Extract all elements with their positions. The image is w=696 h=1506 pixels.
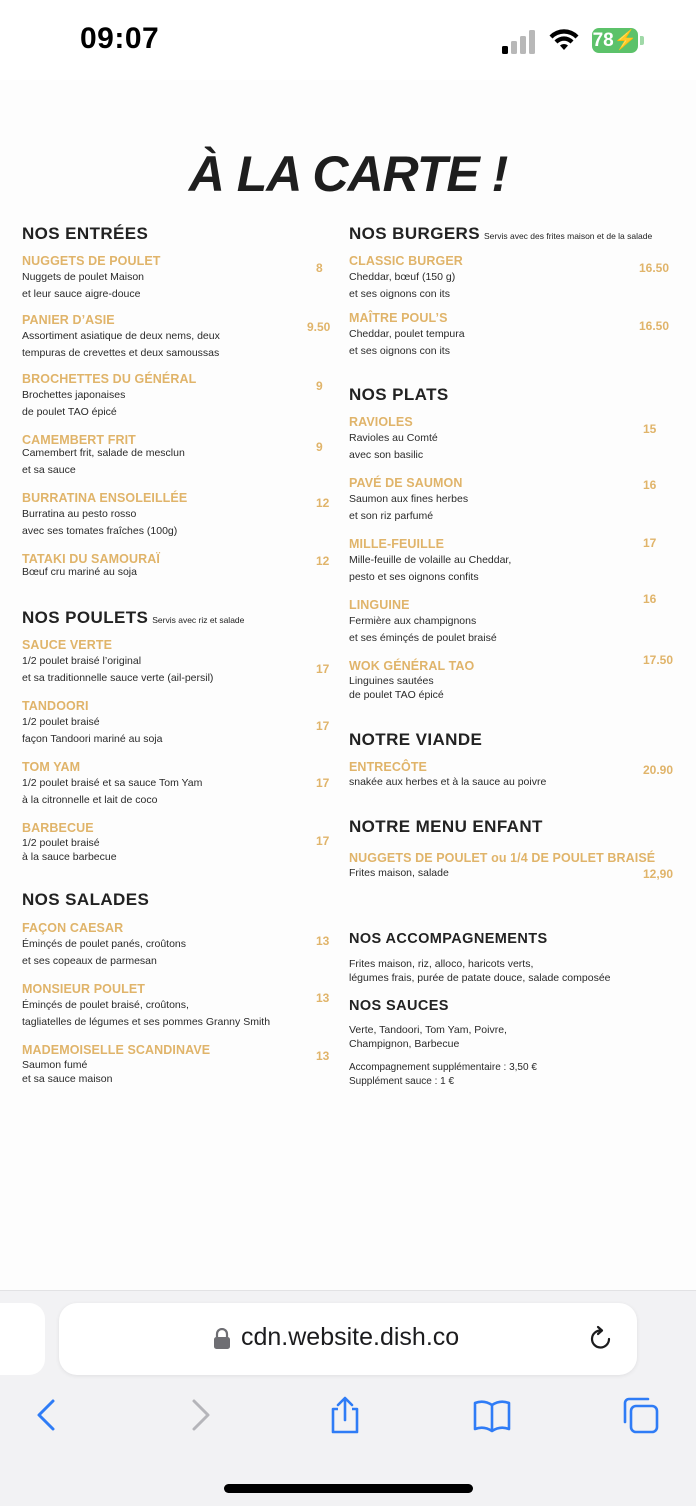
section-salades-title: NOS SALADES <box>22 890 150 909</box>
dish-tom-yam: TOM YAM 1/2 poulet braisé et sa sauce Tom Yam à la citronnelle et lait de coco 17 <box>22 760 330 806</box>
dish-price: 8 <box>316 261 323 275</box>
dish-panier-asie: PANIER D’ASIE Assortiment asiatique de deux nems, deux tempuras de crevettes et deux samoussas 9.50 <box>22 313 331 359</box>
section-plats-title: NOS PLATS <box>349 385 449 404</box>
dish-caesar: FAÇON CAESAR Éminçés de poulet panés, croûtons et ses copeaux de parmesan 13 <box>22 921 330 967</box>
dish-tataki: TATAKI DU SAMOURAÏ Bœuf cru mariné au soja 12 <box>22 552 330 578</box>
dish-entrecote: ENTRECÔTE snakée aux herbes et à la sauce au poivre 20.90 <box>349 760 674 788</box>
supplements-text: Accompagnement supplémentaire : 3,50 € Supplément sauce : 1 € <box>349 1062 537 1087</box>
dish-linguine: LINGUINE Fermière aux champignons et ses éminçés de poulet braisé 16 <box>349 592 657 644</box>
forward-icon[interactable] <box>180 1395 220 1435</box>
status-bar <box>0 0 696 80</box>
dish-barbecue: BARBECUE 1/2 poulet braisé à la sauce barbecue 17 <box>22 821 330 863</box>
dish-price: 13 <box>316 934 330 948</box>
dish-price: 16 <box>643 478 657 492</box>
dish-price: 17 <box>643 536 657 550</box>
dish-classic-burger: CLASSIC BURGER Cheddar, bœuf (150 g) et ses oignons con its 16.50 <box>349 254 670 300</box>
dish-maitre-pouls: MAÎTRE POUL’S Cheddar, poulet tempura et ses oignons con its 16.50 <box>349 311 670 357</box>
dish-mille-feuille: MILLE-FEUILLE Mille-feuille de volaille au Cheddar, pesto et ses oignons confits 17 <box>349 536 657 583</box>
battery-icon: 78⚡ <box>592 28 644 53</box>
dish-price: 17 <box>316 834 330 848</box>
dish-price: 9.50 <box>307 320 331 334</box>
dish-price: 12,90 <box>643 867 674 881</box>
lock-icon <box>213 1328 231 1350</box>
section-sauces-title: NOS SAUCES <box>349 998 449 1014</box>
clock: 09:07 <box>80 22 160 55</box>
dish-price: 16.50 <box>639 319 670 333</box>
wifi-icon <box>548 28 580 52</box>
page-title: À LA CARTE ! <box>188 146 508 202</box>
dish-burratina: BURRATINA ENSOLEILLÉE Burratina au pesto rosso avec ses tomates fraîches (100g) 12 <box>22 491 330 537</box>
dish-price: 9 <box>316 379 323 393</box>
dish-wok-general-tao: WOK GÉNÉRAL TAO Linguines sautées de poulet TAO épicé 17.50 <box>349 653 674 701</box>
section-viande-title: NOTRE VIANDE <box>349 730 483 749</box>
dish-price: 15 <box>643 422 657 436</box>
section-accompagnements-title: NOS ACCOMPAGNEMENTS <box>349 931 548 947</box>
dish-price: 13 <box>316 991 330 1005</box>
dish-price: 17 <box>316 662 330 676</box>
dish-price: 16.50 <box>639 261 670 275</box>
dish-price: 9 <box>316 440 323 454</box>
bookmarks-icon[interactable] <box>472 1395 512 1435</box>
dish-price: 13 <box>316 1049 330 1063</box>
dish-sauce-verte: SAUCE VERTE 1/2 poulet braisé l’original et sa traditionnelle sauce verte (ail-persil) 17 <box>22 638 330 684</box>
tabs-icon[interactable] <box>620 1395 660 1435</box>
home-indicator[interactable] <box>224 1484 473 1493</box>
cellular-signal-icon <box>500 30 540 54</box>
dish-pave-saumon: PAVÉ DE SAUMON Saumon aux fines herbes et son riz parfumé 16 <box>349 476 657 522</box>
reload-icon[interactable] <box>587 1325 615 1353</box>
dish-nuggets: NUGGETS DE POULET Nuggets de poulet Maison et leur sauce aigre-douce 8 <box>22 254 323 300</box>
back-icon[interactable] <box>27 1395 67 1435</box>
dish-price: 16 <box>643 592 657 606</box>
dish-camembert: CAMEMBERT FRIT Camembert frit, salade de mesclun et sa sauce 9 <box>22 433 323 476</box>
dish-tandoori: TANDOORI 1/2 poulet braisé façon Tandoori mariné au soja 17 <box>22 699 330 745</box>
dish-brochettes: BROCHETTES DU GÉNÉRAL Brochettes japonaises de poulet TAO épicé 9 <box>22 372 323 418</box>
dish-price: 20.90 <box>643 763 674 777</box>
section-burgers-title: NOS BURGERS Servis avec des frites maison et de la salade <box>349 224 653 243</box>
share-icon[interactable] <box>325 1395 365 1435</box>
menu-page <box>0 80 696 1290</box>
dish-mademoiselle-scandinave: MADEMOISELLE SCANDINAVE Saumon fumé et sa sauce maison 13 <box>22 1043 330 1085</box>
address-bar[interactable] <box>59 1303 637 1375</box>
battery-level: 78 <box>592 30 614 51</box>
accompagnements-list: Frites maison, riz, alloco, haricots verts, légumes frais, purée de patate douce, salade composée <box>349 958 611 984</box>
dish-price: 17 <box>316 776 330 790</box>
browser-bottom-bar <box>0 1290 696 1506</box>
section-enfant-title: NOTRE MENU ENFANT <box>349 817 543 836</box>
dish-price: 12 <box>316 554 330 568</box>
dish-price: 17 <box>316 719 330 733</box>
sauces-list: Verte, Tandoori, Tom Yam, Poivre, Champignon, Barbecue <box>349 1024 507 1050</box>
section-poulets-title: NOS POULETS Servis avec riz et salade <box>22 608 245 627</box>
dish-menu-enfant: NUGGETS DE POULET ou 1/4 DE POULET BRAISÉ Frites maison, salade 12,90 <box>349 851 674 881</box>
url-text[interactable]: cdn.website.dish.co <box>241 1323 460 1351</box>
dish-monsieur-poulet: MONSIEUR POULET Éminçés de poulet braisé, croûtons, tagliatelles de légumes et ses pommes Granny Smith 13 <box>22 982 330 1028</box>
previous-tab-preview[interactable] <box>0 1303 45 1375</box>
dish-ravioles: RAVIOLES Ravioles au Comté avec son basilic 15 <box>349 415 657 461</box>
dish-price: 12 <box>316 496 330 510</box>
dish-price: 17.50 <box>643 653 674 667</box>
section-entrees-title: NOS ENTRÉES <box>22 224 149 243</box>
